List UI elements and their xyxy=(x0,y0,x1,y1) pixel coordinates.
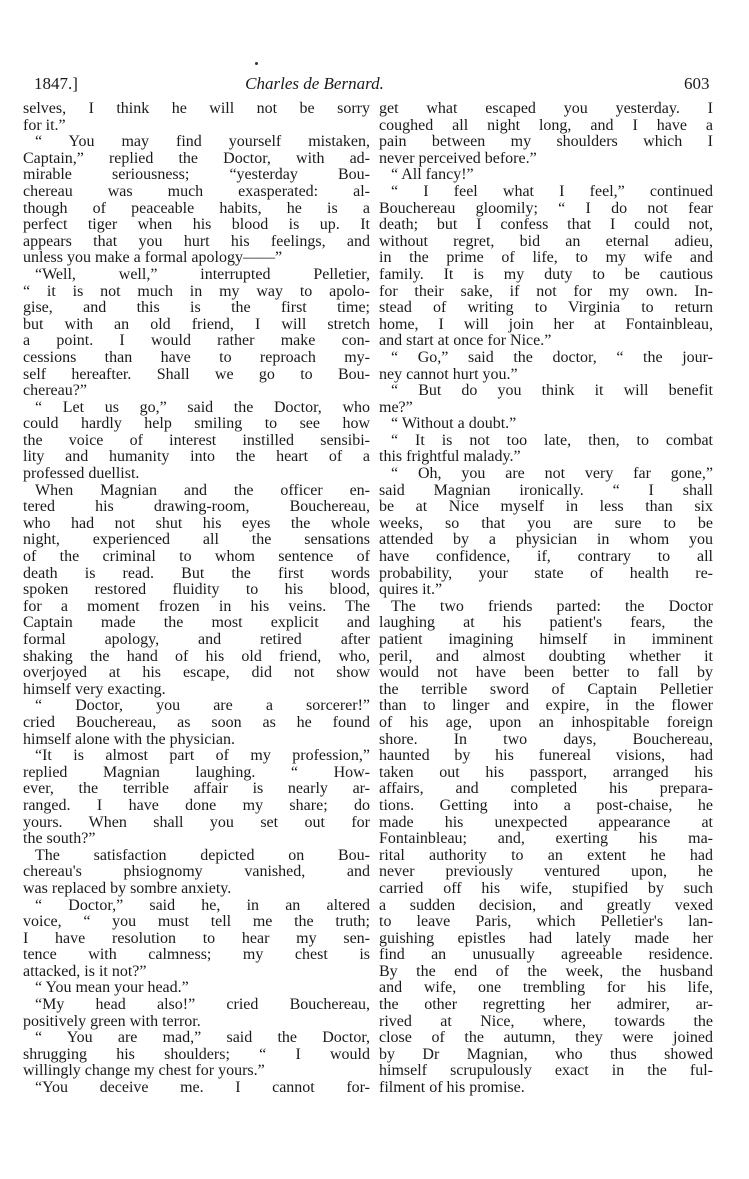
text-line: for it.” xyxy=(23,116,66,134)
text-line: “ Doctor, you are a sorcerer!” xyxy=(35,697,370,715)
paragraph xyxy=(23,483,370,699)
text-line: When Magnian and the officer en- xyxy=(35,481,370,499)
text-line: would not have been better to fall by xyxy=(379,664,713,682)
text-line: The satisfaction depicted on Bou- xyxy=(35,846,370,864)
text-line: “ Let us go,” said the Doctor, who xyxy=(35,398,370,416)
text-line: “ You may find yourself mistaken, xyxy=(35,133,370,151)
paragraph xyxy=(379,101,713,167)
text-line: professed duellist. xyxy=(23,465,140,483)
text-line: patient imagining himself in imminent xyxy=(379,631,713,648)
text-line: I have resolution to hear my sen- xyxy=(23,929,370,947)
text-line: filment of his promise. xyxy=(379,1079,525,1097)
text-line: appears that you hurt his feelings, and xyxy=(23,232,370,250)
text-line: himself scrupulously exact in the ful- xyxy=(379,1062,713,1080)
text-line: never previously ventured upon, he xyxy=(379,863,713,881)
text-line: said Magnian ironically. “ I shall xyxy=(379,481,713,499)
text-line: shaking the hand of his old friend, who, xyxy=(23,647,370,665)
text-line: without regret, bid an eternal adieu, xyxy=(379,232,713,250)
text-line: “ But do you think it will benefit xyxy=(391,382,713,400)
paragraph xyxy=(23,400,370,483)
text-line: rital authority to an extent he had xyxy=(379,846,713,864)
text-line: ranged. I have done my share; do xyxy=(23,796,370,814)
text-line: spoken restored fluidity to his blood, xyxy=(23,581,370,599)
paragraph xyxy=(23,134,370,267)
paragraph xyxy=(379,350,713,383)
text-line: ever, the terrible affair is nearly ar- xyxy=(23,780,370,798)
text-line: “ it is not much in my way to apolo- xyxy=(23,282,370,300)
text-line: formal apology, and retired after xyxy=(23,631,370,648)
paragraph xyxy=(379,433,713,466)
paragraph xyxy=(379,184,713,350)
text-line: “Well, well,” interrupted Pelletier, xyxy=(35,265,370,283)
text-line: yours. When shall you set out for xyxy=(23,813,370,831)
text-line: attended by a physician in whom you xyxy=(379,531,713,549)
text-column-right xyxy=(379,101,713,1097)
text-line: “ All fancy!” xyxy=(391,166,474,184)
text-line: “ Without a doubt.” xyxy=(391,415,517,433)
text-line: chereau was much exasperated: al- xyxy=(23,182,370,200)
text-line: willingly change my chest for yours.” xyxy=(23,1062,265,1080)
text-line: made his unexpected appearance at xyxy=(379,813,713,831)
text-line: quires it.” xyxy=(379,581,443,599)
text-line: weeks, so that you are sure to be xyxy=(379,514,713,532)
paragraph xyxy=(23,698,370,748)
page-number: 603 xyxy=(684,74,710,93)
paragraph xyxy=(23,101,370,134)
text-line: the terrible sword of Captain Pelletier xyxy=(379,680,713,698)
text-line: replied Magnian laughing. “ How- xyxy=(23,763,370,781)
paragraph xyxy=(379,599,713,1097)
text-line: family. It is my duty to be cautious xyxy=(379,265,713,283)
text-line: tions. Getting into a post-chaise, he xyxy=(379,796,713,814)
text-line: this frightful malady.” xyxy=(379,448,521,466)
text-line: and start at once for Nice.” xyxy=(379,332,552,350)
paragraph xyxy=(23,997,370,1030)
text-line: affairs, and completed his prepara- xyxy=(379,780,713,798)
text-line: voice, “ you must tell me the truth; xyxy=(23,913,370,931)
text-line: for their sake, if not for my own. In- xyxy=(379,282,713,300)
text-line: “My head also!” cried Bouchereau, xyxy=(35,996,370,1014)
text-line: shrugging his shoulders; “ I would xyxy=(23,1045,370,1063)
text-line: perfect tiger when his blood is up. It xyxy=(23,216,370,234)
text-line: coughed all night long, and I have a xyxy=(379,116,713,134)
text-line: of his age, upon an inhospitable foreign xyxy=(379,713,713,731)
text-line: home, I will join her at Fontainbleau, xyxy=(379,315,713,333)
text-line: “ You are mad,” said the Doctor, xyxy=(35,1029,370,1047)
text-line: “You deceive me. I cannot for- xyxy=(35,1079,370,1097)
text-line: tence with calmness; my chest is xyxy=(23,946,370,964)
text-line: to leave Paris, which Pelletier's lan- xyxy=(379,913,713,931)
paragraph xyxy=(379,466,713,599)
running-header-title: Charles de Bernard. xyxy=(245,74,384,93)
paragraph xyxy=(379,416,713,433)
text-line: cried Bouchereau, as soon as he found xyxy=(23,713,370,731)
text-line: the south?” xyxy=(23,830,96,848)
text-line: in the prime of life, to my wife and xyxy=(379,249,713,267)
text-line: taken out his passport, arranged his xyxy=(379,763,713,781)
text-line: By the end of the week, the husband xyxy=(379,962,713,980)
text-line: selves, I think he will not be sorry xyxy=(23,100,370,117)
text-line: and wife, one trembling for his life, xyxy=(379,979,713,997)
text-line: “ Go,” said the doctor, “ the jour- xyxy=(391,348,713,366)
paragraph xyxy=(23,848,370,898)
text-line: himself very exacting. xyxy=(23,680,166,698)
text-line: who had not shut his eyes the whole xyxy=(23,514,370,532)
text-line: “It is almost part of my profession,” xyxy=(35,747,370,765)
text-line: Bouchereau gloomily; “ I do not fear xyxy=(379,199,713,217)
text-line: tered his drawing-room, Bouchereau, xyxy=(23,498,370,516)
text-line: never perceived before.” xyxy=(379,149,537,167)
text-line: close of the autumn, they were joined xyxy=(379,1029,713,1047)
text-line: “ I feel what I feel,” continued xyxy=(391,182,713,200)
paragraph xyxy=(23,980,370,997)
text-line: for a moment frozen in his veins. The xyxy=(23,597,370,615)
text-line: mirable seriousness; “yesterday Bou- xyxy=(23,166,370,184)
text-line: guishing epistles had lately made her xyxy=(379,929,713,947)
text-line: cessions than have to reproach my- xyxy=(23,348,370,366)
text-line: The two friends parted: the Doctor xyxy=(391,597,713,615)
text-line: probability, your state of health re- xyxy=(379,564,713,582)
text-line: the voice of interest instilled sensibi- xyxy=(23,431,370,449)
text-line: be at Nice myself in less than six xyxy=(379,498,713,516)
text-line: “ Oh, you are not very far gone,” xyxy=(391,465,713,483)
paragraph xyxy=(379,167,713,184)
text-line: Captain made the most explicit and xyxy=(23,614,370,632)
text-line: “ Doctor,” said he, in an altered xyxy=(35,896,370,914)
text-line: haunted by his funereal visions, had xyxy=(379,747,713,765)
text-line: death is read. But the first words xyxy=(23,564,370,582)
text-line: find an unusually agreeable residence. xyxy=(379,946,713,964)
text-line: chereau's phsiognomy vanished, and xyxy=(23,863,370,881)
text-line: shore. In two days, Bouchereau, xyxy=(379,730,713,748)
text-line: death; but I confess that I could not, xyxy=(379,216,713,234)
text-line: carried off his wife, stupified by such xyxy=(379,879,713,897)
text-line: though of peaceable habits, he is a xyxy=(23,199,370,217)
paragraph xyxy=(23,748,370,848)
text-line: attacked, is it not?” xyxy=(23,962,147,980)
paragraph xyxy=(23,898,370,981)
paragraph xyxy=(23,1030,370,1080)
text-line: self hereafter. Shall we go to Bou- xyxy=(23,365,370,383)
text-line: Captain,” replied the Doctor, with ad- xyxy=(23,149,370,167)
text-line: ney cannot hurt you.” xyxy=(379,365,518,383)
text-line: the other regretting her admirer, ar- xyxy=(379,996,713,1014)
text-line: night, experienced all the sensations xyxy=(23,531,370,549)
text-line: get what escaped you yesterday. I xyxy=(379,100,713,117)
text-line: could hardly help smiling to see how xyxy=(23,415,370,433)
paragraph xyxy=(379,383,713,416)
text-line: himself alone with the physician. xyxy=(23,730,235,748)
running-header-year: 1847.] xyxy=(34,74,78,93)
text-line: laughing at his patient's fears, the xyxy=(379,614,713,632)
text-line: unless you make a formal apology——” xyxy=(23,249,283,267)
paragraph xyxy=(23,267,370,400)
text-line: stead of writing to Virginia to return xyxy=(379,299,713,317)
text-line: positively green with terror. xyxy=(23,1012,201,1030)
text-line: me?” xyxy=(379,398,413,416)
text-column-left xyxy=(23,101,370,1097)
text-line: of the criminal to whom sentence of xyxy=(23,548,370,566)
print-speck xyxy=(255,62,258,65)
text-line: gise, and this is the first time; xyxy=(23,299,370,317)
text-line: “ It is not too late, then, to combat xyxy=(391,431,713,449)
text-line: a sudden decision, and greatly vexed xyxy=(379,896,713,914)
text-line: chereau?” xyxy=(23,382,87,400)
text-line: “ You mean your head.” xyxy=(35,979,189,997)
text-line: peril, and almost doubting whether it xyxy=(379,647,713,665)
text-line: by Dr Magnian, who thus showed xyxy=(379,1045,713,1063)
text-line: overjoyed at his escape, did not show xyxy=(23,664,370,682)
text-line: a point. I would rather make con- xyxy=(23,332,370,350)
paragraph xyxy=(23,1080,370,1097)
text-line: pain between my shoulders which I xyxy=(379,133,713,151)
text-line: rived at Nice, where, towards the xyxy=(379,1012,713,1030)
text-line: than to linger and expire, in the flower xyxy=(379,697,713,715)
text-line: lity and humanity into the heart of a xyxy=(23,448,370,466)
text-line: have confidence, if, contrary to all xyxy=(379,548,713,566)
text-line: was replaced by sombre anxiety. xyxy=(23,879,232,897)
text-line: but with an old friend, I will stretch xyxy=(23,315,370,333)
text-line: Fontainbleau; and, exerting his ma- xyxy=(379,830,713,848)
